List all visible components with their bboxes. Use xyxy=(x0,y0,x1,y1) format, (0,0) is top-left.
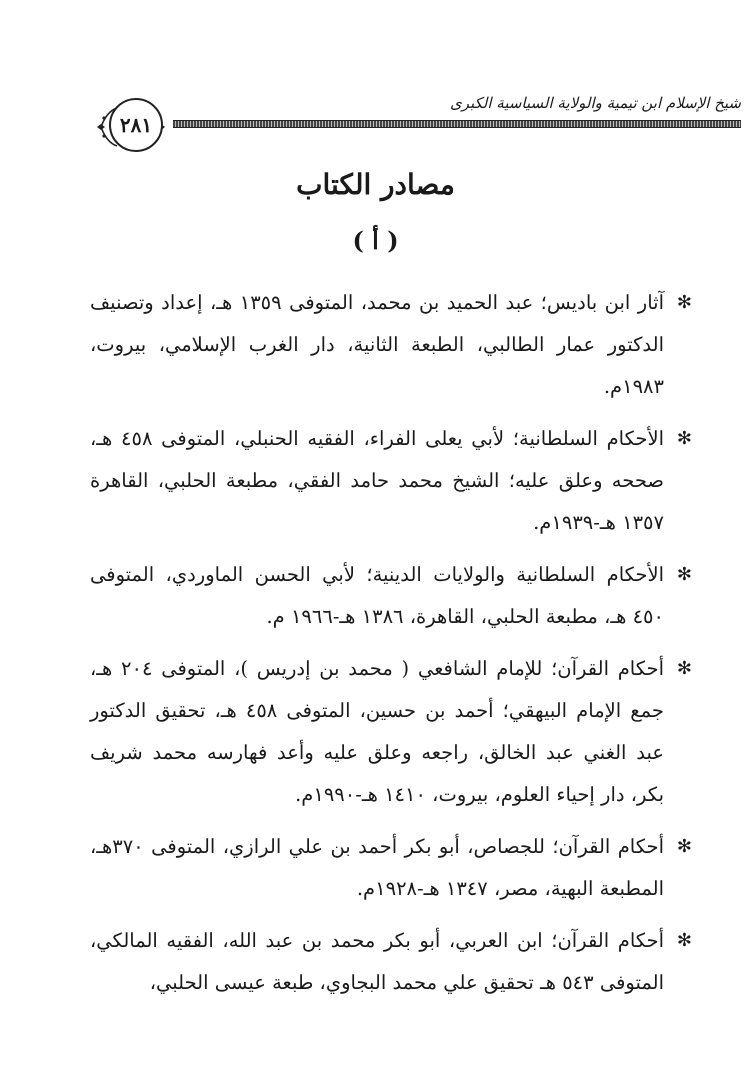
entry-text: أحكام القرآن؛ للإمام الشافعي ( محمد بن إدريس )، المتوفى ٢٠٤ هـ، جمع الإمام البيهقي؛ أحمد بن حسين، المتوفى ٤٥٨ هـ، تحقيق الدكتور عبد الغني عبد الخالق، راجعه وعلق عليه وأعد فهارسه محمد شريف بكر، دار إحياء العلوم، بيروت، ١٤١٠ هـ-١٩٩٠م. xyxy=(90,657,664,806)
entry-text: الأحكام السلطانية والولايات الدينية؛ لأبي الحسن الماوردي، المتوفى ٤٥٠ هـ، مطبعة الحلبي، القاهرة، ١٣٨٦ هـ-١٩٦٦ م. xyxy=(90,563,664,628)
bibliography-entry xyxy=(90,554,692,638)
bullet-icon: ✻ xyxy=(676,292,692,313)
bibliography-entry xyxy=(90,418,692,544)
bullet-icon: ✻ xyxy=(676,930,692,951)
bullet-icon: ✻ xyxy=(676,836,692,857)
page-header xyxy=(95,94,741,160)
bibliography-entry xyxy=(90,648,692,816)
header-rule xyxy=(173,120,741,128)
bibliography-list xyxy=(90,282,692,1014)
bullet-icon: ✻ xyxy=(676,658,692,679)
running-title: شيخ الإسلام ابن تيمية والولاية السياسية الكبرى xyxy=(449,94,741,112)
page-title: مصادر الكتاب xyxy=(296,168,455,201)
bibliography-entry xyxy=(90,282,692,408)
entry-text: الأحكام السلطانية؛ لأبي يعلى الفراء، الفقيه الحنبلي، المتوفى ٤٥٨ هـ، صححه وعلق عليه؛ الشيخ محمد حامد الفقي، مطبعة الحلبي، القاهرة ١٣٥٧ هـ-١٩٣٩م. xyxy=(90,427,664,534)
bibliography-entry xyxy=(90,920,692,1004)
entry-text: أحكام القرآن؛ للجصاص، أبو بكر أحمد بن علي الرازي، المتوفى ٣٧٠هـ، المطبعة البهية، مصر، ١٣٤٧ هـ-١٩٢٨م. xyxy=(90,835,664,900)
entry-text: أحكام القرآن؛ ابن العربي، أبو بكر محمد بن عبد الله، الفقيه المالكي، المتوفى ٥٤٣ هـ تحقيق علي محمد البجاوي، طبعة عيسى الحلبي، xyxy=(90,929,664,994)
bibliography-entry xyxy=(90,826,692,910)
page-number: ٢٨١ xyxy=(109,98,163,152)
bullet-icon: ✻ xyxy=(676,428,692,449)
section-letter: ( أ ) xyxy=(352,226,399,255)
entry-text: آثار ابن باديس؛ عبد الحميد بن محمد، المتوفى ١٣٥٩ هـ، إعداد وتصنيف الدكتور عمار الطالبي، الطبعة الثانية، دار الغرب الإسلامي، بيروت، ١٩٨٣م. xyxy=(90,291,665,398)
bullet-icon: ✻ xyxy=(676,564,692,585)
